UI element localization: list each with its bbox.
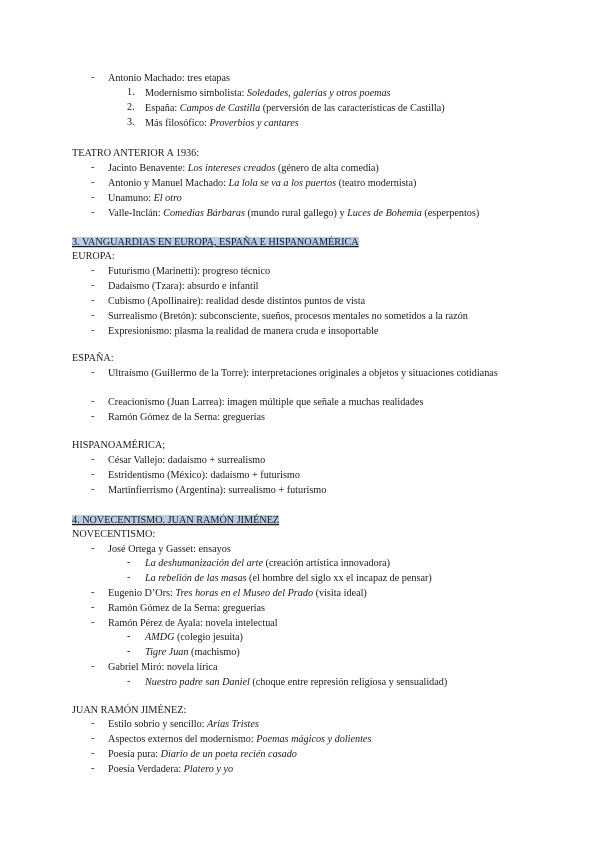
machado-stage-3: Más filosófico: Proverbios y cantares xyxy=(145,118,299,129)
bullet-dash: - xyxy=(91,587,95,598)
ortega-item: José Ortega y Gasset: ensayos xyxy=(108,544,231,555)
europa-item: Surrealismo (Bretón): subconsciente, sueños, procesos mentales no sometidos a la razón xyxy=(108,311,468,322)
section-heading: 4. NOVECENTISMO. JUAN RAMÓN JIMÉNEZ xyxy=(72,515,280,526)
list-number: 2. xyxy=(127,102,135,113)
espana-item: Ramón Gómez de la Serna: greguerías xyxy=(108,412,266,423)
teatro-item: Valle-Inclán: Comedias Bárbaras (mundo rural gallego) y Luces de Bohemia (esperpentos) xyxy=(108,208,480,219)
ortega-subitem: La rebelión de las masas (el hombre del siglo xx el incapaz de pensar) xyxy=(145,573,432,584)
jrj-item: Estilo sobrio y sencillo: Arias Tristes xyxy=(108,719,259,730)
novecentismo-title: NOVECENTISMO: xyxy=(72,529,156,540)
bullet-dash: - xyxy=(91,469,95,480)
espana-item: Ultraísmo (Guillermo de la Torre): interpretaciones originales a objetos y situaciones cotidianas xyxy=(108,368,498,379)
hispano-item: Martinfierrismo (Argentina): surrealismo + futurismo xyxy=(108,485,327,496)
bullet-dash: - xyxy=(91,748,95,759)
machado-line: Antonio Machado: tres etapas xyxy=(108,73,230,84)
europa-title: EUROPA: xyxy=(72,251,115,262)
bullet-dash: - xyxy=(127,557,131,568)
bullet-dash: - xyxy=(91,733,95,744)
jrj-item: Aspectos externos del modernismo: Poemas mágicos y dolientes xyxy=(108,734,372,745)
bullet-dash: - xyxy=(91,454,95,465)
bullet-dash: - xyxy=(91,396,95,407)
espana-item: Creacionismo (Juan Larrea): imagen múltiple que señale a muchas realidades xyxy=(108,397,424,408)
bullet-dash: - xyxy=(91,310,95,321)
bullet-dash: - xyxy=(91,280,95,291)
europa-item: Futurismo (Marinetti): progreso técnico xyxy=(108,266,271,277)
list-number: 1. xyxy=(127,87,135,98)
miro-subitem: Nuestro padre san Daniel (choque entre represión religiosa y sensualidad) xyxy=(145,677,448,688)
bullet-dash: - xyxy=(91,484,95,495)
bullet-dash: - xyxy=(127,631,131,642)
bullet-dash: - xyxy=(91,295,95,306)
bullet-dash: - xyxy=(91,543,95,554)
jrj-title: JUAN RAMÓN JIMÉNEZ: xyxy=(72,705,187,716)
jrj-item: Poesía pura: Diario de un poeta recién casado xyxy=(108,749,297,760)
bullet-dash: - xyxy=(91,602,95,613)
bullet-dash: - xyxy=(91,162,95,173)
bullet-dash: - xyxy=(91,265,95,276)
hispano-item: César Vallejo: dadaísmo + surrealismo xyxy=(108,455,266,466)
perez-subitem: Tigre Juan (machismo) xyxy=(145,647,240,658)
europa-item: Dadaísmo (Tzara): absurdo e infantil xyxy=(108,281,259,292)
bullet-dash: - xyxy=(91,617,95,628)
perez-item: Ramón Pérez de Ayala: novela intelectual xyxy=(108,618,278,629)
ortega-subitem: La deshumanización del arte (creación artística innovadora) xyxy=(145,558,390,569)
bullet-dash: - xyxy=(91,192,95,203)
teatro-title: TEATRO ANTERIOR A 1936: xyxy=(72,148,200,159)
bullet-dash: - xyxy=(91,72,95,83)
teatro-item: Jacinto Benavente: Los intereses creados (género de alta comedia) xyxy=(108,163,379,174)
bullet-dash: - xyxy=(127,676,131,687)
bullet-dash: - xyxy=(91,207,95,218)
bullet-dash: - xyxy=(91,177,95,188)
bullet-dash: - xyxy=(127,646,131,657)
bullet-dash: - xyxy=(127,572,131,583)
teatro-item: Antonio y Manuel Machado: La lola se va a los puertos (teatro modernista) xyxy=(108,178,417,189)
bullet-dash: - xyxy=(91,325,95,336)
bullet-dash: - xyxy=(91,411,95,422)
dors-item: Eugenio D’Ors: Tres horas en el Museo del Prado (visita ideal) xyxy=(108,588,367,599)
europa-item: Cubismo (Apollinaire): realidad desde distintos puntos de vista xyxy=(108,296,366,307)
europa-item: Expresionismo: plasma la realidad de manera cruda e insoportable xyxy=(108,326,379,337)
perez-subitem: AMDG (colegio jesuita) xyxy=(145,632,243,643)
section-heading: 3. VANGUARDIAS EN EUROPA, ESPAÑA E HISPANOAMÉRICA xyxy=(72,237,359,248)
jrj-item: Poesía Verdadera: Platero y yo xyxy=(108,764,234,775)
bullet-dash: - xyxy=(91,367,95,378)
bullet-dash: - xyxy=(91,763,95,774)
machado-stage-2: España: Campos de Castilla (perversión de las características de Castilla) xyxy=(145,103,445,114)
hispano-item: Estridentismo (México): dadaísmo + futurismo xyxy=(108,470,300,481)
espana-title: ESPAÑA: xyxy=(72,353,114,364)
teatro-item: Unamuno: El otro xyxy=(108,193,182,204)
list-number: 3. xyxy=(127,117,135,128)
miro-item: Gabriel Miró: novela lírica xyxy=(108,662,218,673)
bullet-dash: - xyxy=(91,718,95,729)
ramon-item: Ramón Gómez de la Serna: greguerías xyxy=(108,603,266,614)
machado-stage-1: Modernismo simbolista: Soledades, galerías y otros poemas xyxy=(145,88,391,99)
hispano-title: HISPANOAMÉRICA; xyxy=(72,440,166,451)
bullet-dash: - xyxy=(91,661,95,672)
